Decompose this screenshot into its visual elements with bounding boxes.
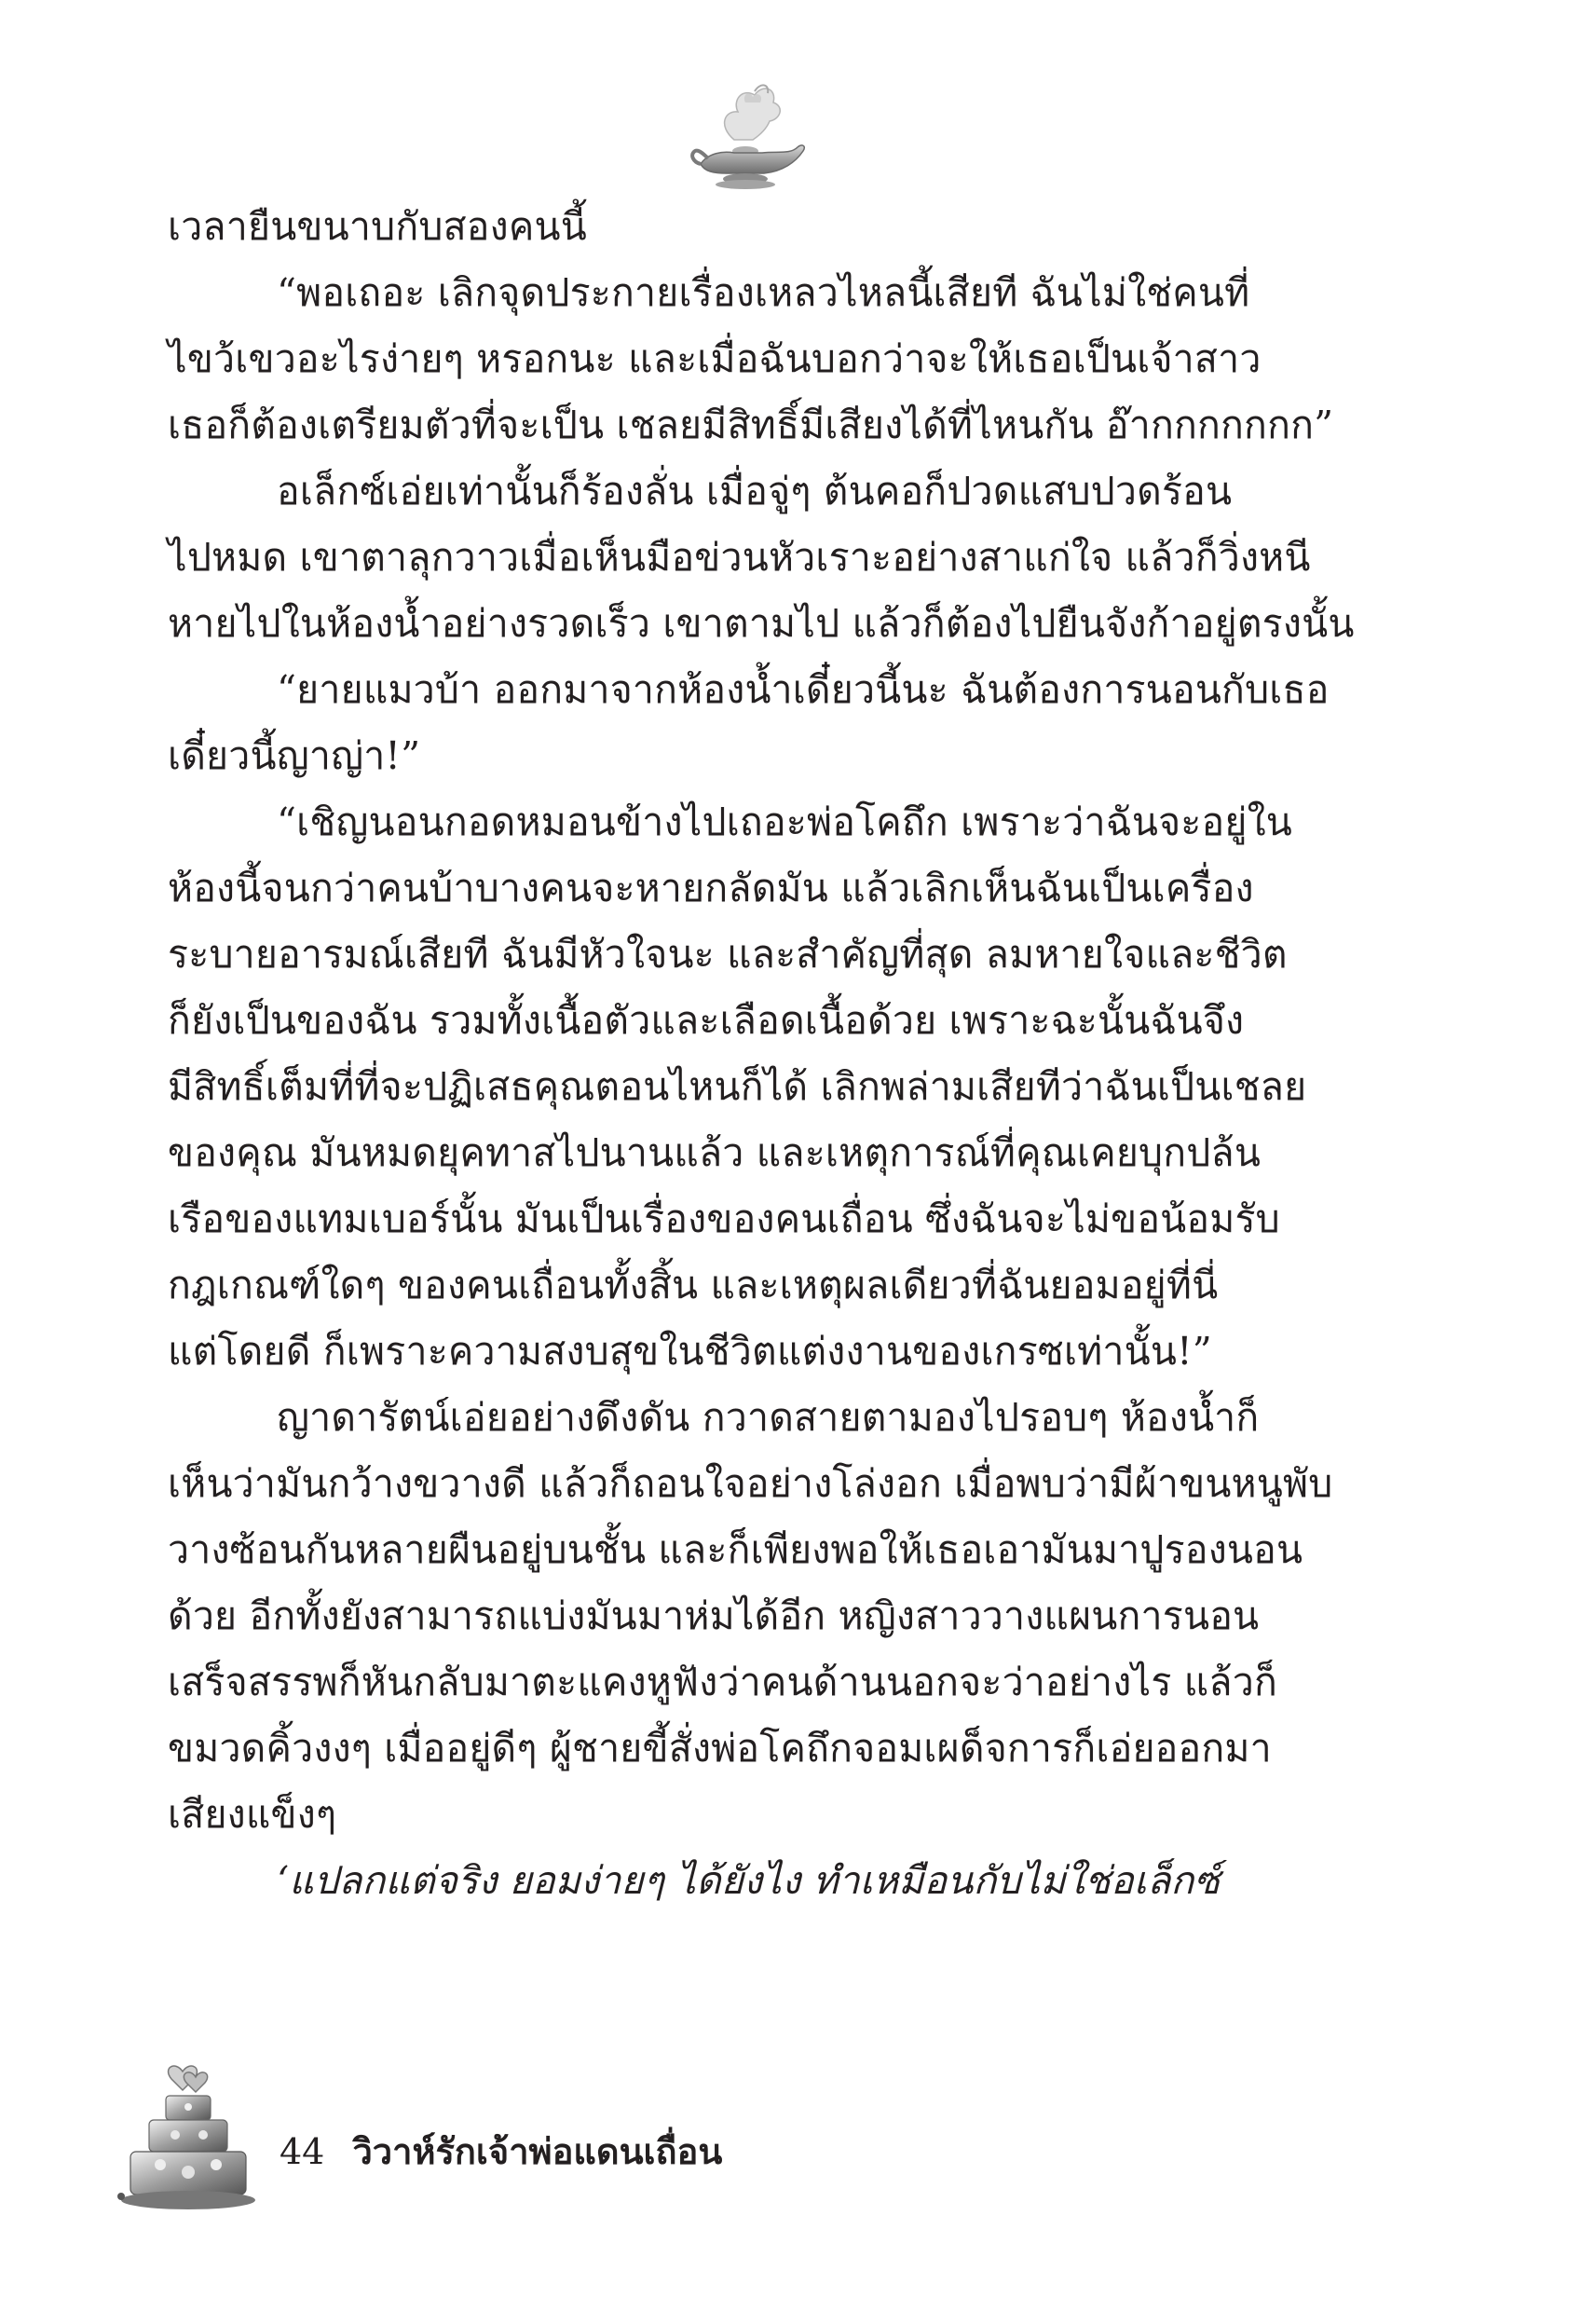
body-line: ไขว้เขวอะไรง่ายๆ หรอกนะ และเมื่อฉันบอกว่าจะให้เธอเป็นเจ้าสาว [168, 336, 1262, 381]
page-footer [280, 2123, 722, 2180]
body-line: เวลายืนขนาบกับสองคนนี้ [168, 204, 587, 249]
body-line: ขมวดคิ้วงงๆ เมื่ออยู่ดีๆ ผู้ชายขี้สั่งพ่อโคถึกจอมเผด็จการก็เอ่ยออกมา [168, 1726, 1272, 1771]
body-line: หายไปในห้องน้ำอย่างรวดเร็ว เขาตามไป แล้วก็ต้องไปยืนจังก้าอยู่ตรงนั้น [168, 601, 1355, 646]
body-text [168, 194, 1355, 1914]
body-line: กฎเกณฑ์ใดๆ ของคนเถื่อนทั้งสิ้น และเหตุผลเดียวที่ฉันยอมอยู่ที่นี่ [168, 1263, 1219, 1307]
body-line: แต่โดยดี ก็เพราะความสงบสุขในชีวิตแต่งงานของเกรซเท่านั้น!” [168, 1329, 1212, 1374]
body-line: “เชิญนอนกอดหมอนข้างไปเถอะพ่อโคถึก เพราะว่าฉันจะอยู่ใน [277, 800, 1293, 844]
body-line: ญาดารัตน์เอ่ยอย่างดึงดัน กวาดสายตามองไปรอบๆ ห้องน้ำก็ [277, 1395, 1260, 1440]
body-line: “ยายแมวบ้า ออกมาจากห้องน้ำเดี๋ยวนี้นะ ฉันต้องการนอนกับเธอ [277, 667, 1330, 712]
body-line: เสร็จสรรพก็หันกลับมาตะแคงหูฟังว่าคนด้านนอกจะว่าอย่างไร แล้วก็ [168, 1660, 1277, 1704]
body-line: ‘แปลกแต่จริง ยอมง่ายๆ ได้ยังไง ทำเหมือนกับไม่ใช่อเล็กซ์ [277, 1858, 1221, 1903]
body-line: ระบายอารมณ์เสียที ฉันมีหัวใจนะ และสำคัญที่สุด ลมหายใจและชีวิต [168, 932, 1288, 977]
book-title: วิวาห์รักเจ้าพ่อแดนเถื่อน [352, 2131, 723, 2172]
wedding-cake-icon [110, 2055, 268, 2222]
genie-lamp-icon [680, 75, 811, 196]
body-line: “พอเถอะ เลิกจุดประกายเรื่องเหลวไหลนี้เสียที ฉันไม่ใช่คนที่ [277, 270, 1250, 315]
body-line: เห็นว่ามันกว้างขวางดี แล้วก็ถอนใจอย่างโล่งอก เมื่อพบว่ามีผ้าขนหนูพับ [168, 1461, 1333, 1506]
body-line: มีสิทธิ์เต็มที่ที่จะปฏิเสธคุณตอนไหนก็ได้ เลิกพล่ามเสียทีว่าฉันเป็นเชลย [168, 1064, 1307, 1109]
body-line: ห้องนี้จนกว่าคนบ้าบางคนจะหายกลัดมัน แล้วเลิกเห็นฉันเป็นเครื่อง [168, 866, 1254, 910]
body-line: ไปหมด เขาตาลุกวาวเมื่อเห็นมือข่วนหัวเราะอย่างสาแก่ใจ แล้วก็วิ่งหนี [168, 535, 1311, 580]
body-line: เธอก็ต้องเตรียมตัวที่จะเป็น เชลยมีสิทธิ์มีเสียงได้ที่ไหนกัน อ๊ากกกกกกก” [168, 403, 1334, 447]
body-line: เรือของแทมเบอร์นั้น มันเป็นเรื่องของคนเถื่อน ซึ่งฉันจะไม่ขอน้อมรับ [168, 1197, 1280, 1241]
body-line: ก็ยังเป็นของฉัน รวมทั้งเนื้อตัวและเลือดเนื้อด้วย เพราะฉะนั้นฉันจึง [168, 998, 1245, 1043]
body-line: ด้วย อีกทั้งยังสามารถแบ่งมันมาห่มได้อีก หญิงสาววางแผนการนอน [168, 1593, 1260, 1638]
body-line: วางซ้อนกันหลายผืนอยู่บนชั้น และก็เพียงพอให้เธอเอามันมาปูรองนอน [168, 1527, 1303, 1572]
page-number: 44 [280, 2131, 325, 2172]
body-line: เสียงแข็งๆ [168, 1792, 337, 1837]
body-line: เดี๋ยวนี้ญาญ่า!” [168, 733, 421, 778]
body-line: ของคุณ มันหมดยุคทาสไปนานแล้ว และเหตุการณ์ที่คุณเคยบุกปล้น [168, 1130, 1262, 1175]
body-line: อเล็กซ์เอ่ยเท่านั้นก็ร้องลั่น เมื่อจู่ๆ ต้นคอก็ปวดแสบปวดร้อน [277, 469, 1233, 513]
